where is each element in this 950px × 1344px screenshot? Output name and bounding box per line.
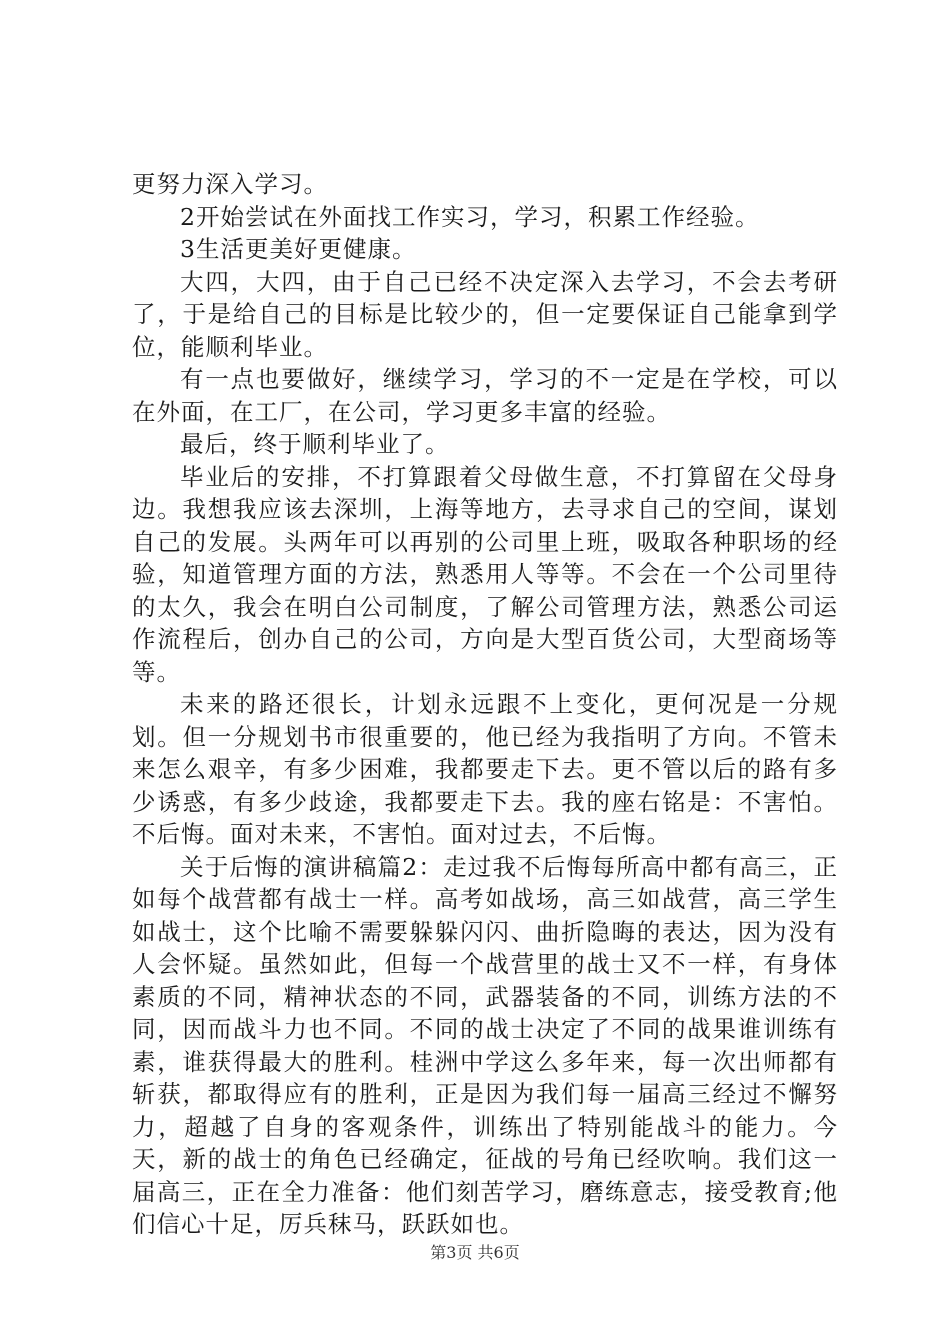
document-body [132, 168, 838, 1241]
paragraph-3: 3生活更美好更健康。 [180, 235, 417, 263]
paragraph-4: 大四，大四，由于自己已经不决定深入去学习，不会去考研了，于是给自己的目标是比较少的，但一定要保证自己能拿到学位，能顺利毕业。 [132, 267, 838, 361]
page-number-footer: 第3页 共6页 [430, 1243, 520, 1262]
paragraph-9: 关于后悔的演讲稿篇2：走过我不后悔每所高中都有高三，正如每个战营都有战士一样。高考如战场，高三如战营，高三学生如战士，这个比喻不需要躲躲闪闪、曲折隐晦的表达，因为没有人会怀疑。虽然如此，但每一个战营里的战士又不一样，有身体素质的不同，精神状态的不同，武器装备的不同，训练方法的不同，因而战斗力也不同。不同的战士决定了不同的战果谁训练有素，谁获得最大的胜利。桂洲中学这么多年来，每一次出师都有斩获，都取得应有的胜利，正是因为我们每一届高三经过不懈努力，超越了自身的客观条件，训练出了特别能战斗的能力。今天，新的战士的角色已经确定，征战的号角已经吹响。我们这一届高三，正在全力准备：他们刻苦学习，磨练意志，接受教育;他们信心十足，厉兵秣马，跃跃如也。 [132, 852, 838, 1238]
paragraph-2: 2开始尝试在外面找工作实习，学习，积累工作经验。 [180, 202, 760, 231]
paragraph-8: 未来的路还很长，计划永远跟不上变化，更何况是一分规划。但一分规划书市很重要的，他已经为我指明了方向。不管未来怎么艰辛，有多少困难，我都要走下去。更不管以后的路有多少诱惑，有多少歧途，我都要走下去。我的座右铭是：不害怕。不后悔。面对未来，不害怕。面对过去，不后悔。 [132, 690, 838, 848]
paragraph-6: 最后，终于顺利毕业了。 [180, 430, 450, 458]
paragraph-5: 有一点也要做好，继续学习，学习的不一定是在学校，可以在外面，在工厂，在公司，学习更多丰富的经验。 [132, 365, 838, 426]
paragraph-7: 毕业后的安排，不打算跟着父母做生意，不打算留在父母身边。我想我应该去深圳，上海等地方，去寻求自己的空间，谋划自己的发展。头两年可以再别的公司里上班，吸取各种职场的经验，知道管理方面的方法，熟悉用人等等。不会在一个公司里待的太久，我会在明白公司制度，了解公司管理方法，熟悉公司运作流程后，创办自己的公司，方向是大型百货公司，大型商场等等。 [132, 462, 838, 686]
paragraph-1: 更努力深入学习。 [132, 170, 328, 198]
